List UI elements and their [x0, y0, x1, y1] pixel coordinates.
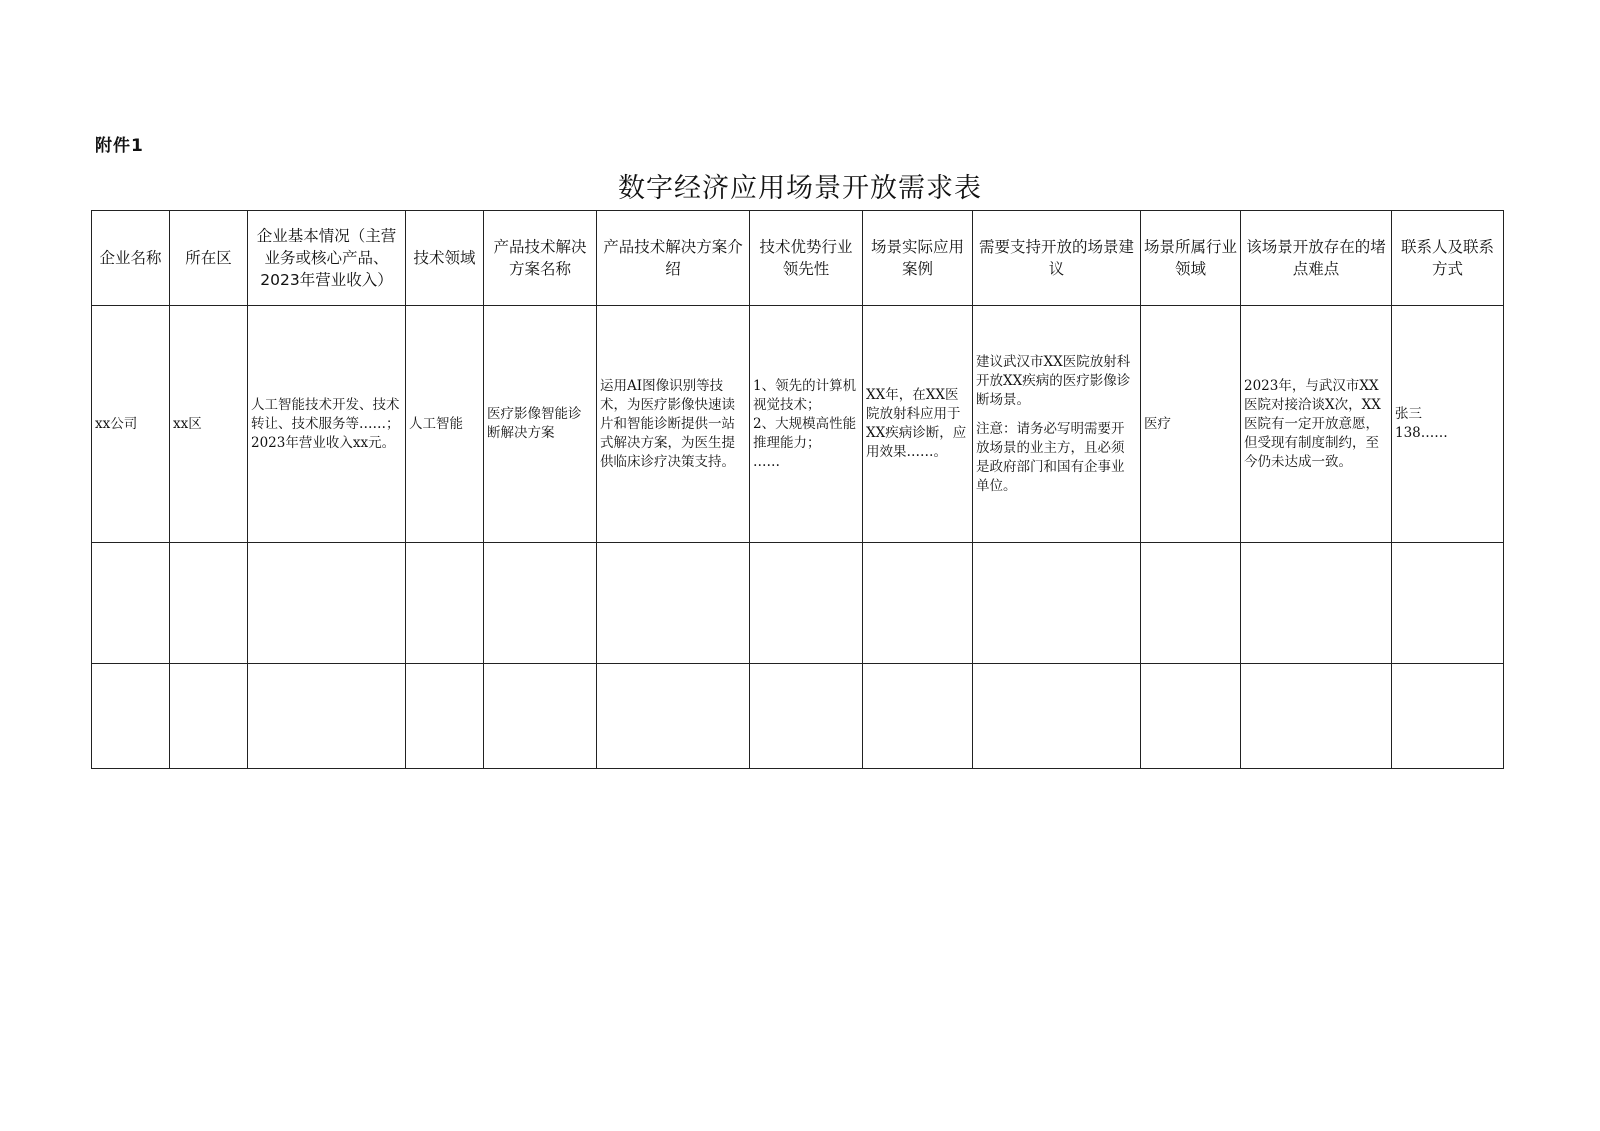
empty-cell [170, 543, 248, 664]
demand-table [91, 210, 1504, 769]
cell-solution-name: 医疗影像智能诊断解决方案 [484, 306, 597, 543]
empty-cell [1241, 664, 1392, 769]
empty-cell [750, 664, 863, 769]
empty-cell [1392, 543, 1504, 664]
header-company-name: 企业名称 [92, 211, 170, 306]
table-row [92, 306, 1504, 543]
header-solution-intro: 产品技术解决方案介绍 [597, 211, 750, 306]
cell-contact [1392, 306, 1504, 543]
cell-tech-field: 人工智能 [406, 306, 484, 543]
header-difficulty: 该场景开放存在的堵点难点 [1241, 211, 1392, 306]
empty-cell [1141, 543, 1241, 664]
header-contact: 联系人及联系方式 [1392, 211, 1504, 306]
empty-cell [597, 664, 750, 769]
empty-cell [406, 543, 484, 664]
empty-cell [248, 543, 406, 664]
empty-cell [973, 664, 1141, 769]
cell-advantage [750, 306, 863, 543]
empty-cell [170, 664, 248, 769]
cell-industry: 医疗 [1141, 306, 1241, 543]
suggestion-note: 注意：请务必写明需要开放场景的业主方，且必须是政府部门和国有企事业单位。 [976, 420, 1125, 494]
cell-case: XX年，在XX医院放射科应用于XX疾病诊断，应用效果……。 [863, 306, 973, 543]
empty-cell [1241, 543, 1392, 664]
header-tech-field: 技术领域 [406, 211, 484, 306]
header-advantage: 技术优势行业领先性 [750, 211, 863, 306]
empty-cell [484, 543, 597, 664]
table-header-row [92, 211, 1504, 306]
cell-company: xx公司 [92, 306, 170, 543]
contact-text: 张三 138…… [1395, 406, 1448, 441]
table-row-empty [92, 664, 1504, 769]
empty-cell [597, 543, 750, 664]
suggestion-text: 建议武汉市XX医院放射科开放XX疾病的医疗影像诊断场景。 [976, 353, 1131, 408]
empty-cell [248, 664, 406, 769]
empty-cell [92, 543, 170, 664]
header-industry: 场景所属行业领域 [1141, 211, 1241, 306]
empty-cell [973, 543, 1141, 664]
empty-cell [750, 543, 863, 664]
empty-cell [863, 664, 973, 769]
empty-cell [406, 664, 484, 769]
advantage-text: 1、领先的计算机视觉技术； 2、大规模高性能推理能力； …… [753, 377, 857, 470]
empty-cell [484, 664, 597, 769]
table-row-empty [92, 543, 1504, 664]
attachment-label: 附件1 [95, 136, 144, 156]
empty-cell [1392, 664, 1504, 769]
cell-basic-info: 人工智能技术开发、技术转让、技术服务等……；2023年营业收入xx元。 [248, 306, 406, 543]
empty-cell [863, 543, 973, 664]
header-basic-info: 企业基本情况（主营业务或核心产品、2023年营业收入） [248, 211, 406, 306]
cell-solution-intro: 运用AI图像识别等技术，为医疗影像快速读片和智能诊断提供一站式解决方案，为医生提供临床诊疗决策支持。 [597, 306, 750, 543]
header-case: 场景实际应用案例 [863, 211, 973, 306]
header-solution-name: 产品技术解决方案名称 [484, 211, 597, 306]
cell-difficulty: 2023年，与武汉市XX医院对接洽谈X次，XX医院有一定开放意愿，但受现有制度制约，至今仍未达成一致。 [1241, 306, 1392, 543]
header-suggestion: 需要支持开放的场景建议 [973, 211, 1141, 306]
cell-district: xx区 [170, 306, 248, 543]
header-district: 所在区 [170, 211, 248, 306]
empty-cell [92, 664, 170, 769]
cell-suggestion [973, 306, 1141, 543]
empty-cell [1141, 664, 1241, 769]
document-title: 数字经济应用场景开放需求表 [618, 173, 982, 204]
